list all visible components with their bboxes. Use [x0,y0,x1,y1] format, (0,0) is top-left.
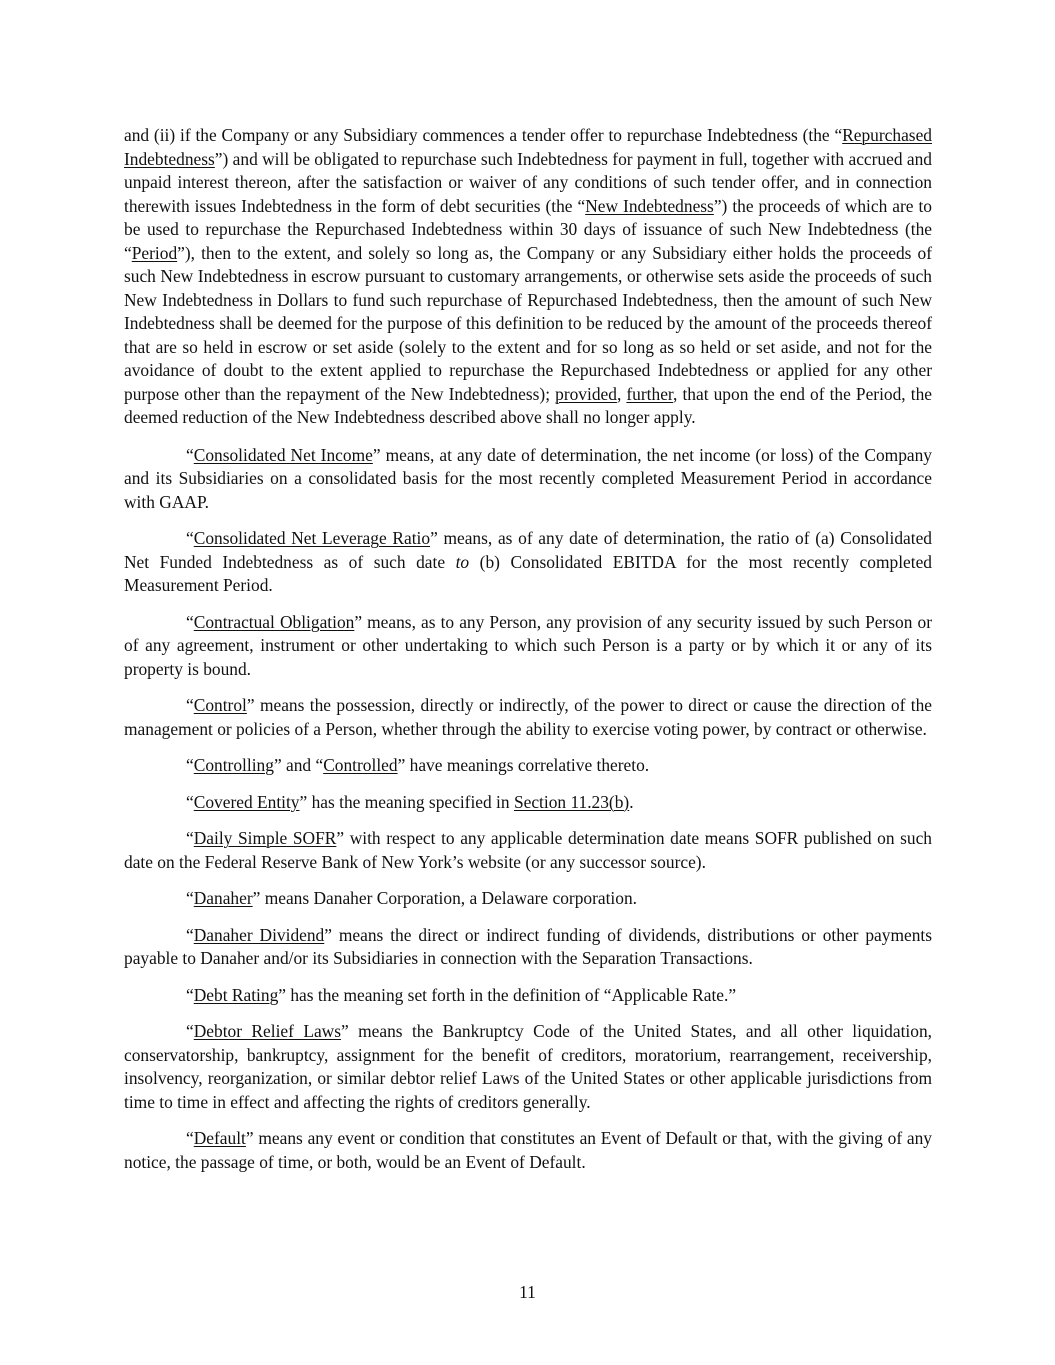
definition-debtor-relief-laws [124,1020,932,1114]
definition-text: ” means any event or condition that constitutes an Event of Default or that, with the giving of any notice, the passage of time, or both, would be an Event of Default. [124,1128,932,1172]
definition-default [124,1127,932,1174]
page-number: 11 [519,1282,536,1302]
intro-text-2: ”) and will be obligated to repurchase such Indebtedness for payment in full, together with accrued and unpaid interest thereon, after the satisfaction or waiver of any conditions of such tender offer, and in connection therewith issues Indebtedness in the form of debt securities (the “ [124,148,932,216]
defined-term: Danaher Dividend [193,924,325,945]
defined-term: Controlled [323,755,398,775]
term-repurchased-indebtedness: Repurchased Indebtedness [124,125,932,169]
open-quote: “ [186,755,194,775]
definition-text: ” means the possession, directly or indirectly, of the power to direct or cause the direction of the management or policies of a Person, whether through the ability to exercise voting power, by contract or otherwise. [124,695,932,739]
intro-text-3: ”) the proceeds of which are to be used to repurchase the Repurchased Indebtedness within 30 days of issuance of such New Indebtedness (the “ [124,195,932,263]
defined-term: Controlling [193,755,274,775]
open-quote: “ [186,444,194,465]
definition-text: ” means the direct or indirect funding of dividends, distributions or other payments payable to Danaher and/or its Subsidiaries in connection with the Separation Transactions. [124,924,933,968]
definition-text: (b) Consolidated EBITDA for the most recently completed Measurement Period. [124,551,932,595]
defined-term: Daily Simple SOFR [193,828,337,848]
open-quote: “ [186,611,194,632]
defined-term: Debtor Relief Laws [193,1021,341,1041]
definition-danaher-dividend [124,924,932,971]
intro-text-6: , that upon the end of the Period, the deemed reduction of the New Indebtedness described above shall no longer apply. [124,383,932,427]
definition-text: ” means Danaher Corporation, a Delaware corporation. [252,888,638,908]
definition-control [124,694,932,741]
definition-covered-entity [124,791,932,815]
italic-word: to [455,551,470,572]
definition-daily-simple-sofr [124,827,932,874]
definition-text: ” means, at any date of determination, the net income (or loss) of the Company and its Subsidiaries on a consolidated basis for the most recently completed Measurement Period in accordance with GAAP. [124,444,932,512]
intro-text-1: and (ii) if the Company or any Subsidiary commences a tender offer to repurchase Indebtedness (the “ [124,125,843,145]
definition-text: ” has the meaning set forth in the definition of “Applicable Rate.” [278,984,737,1005]
document-body [124,124,932,1187]
defined-term: Debt Rating [193,984,279,1005]
definition-text: . [629,791,634,812]
term-further: further [626,383,674,404]
definition-text: ” means, as to any Person, any provision of any security issued by such Person or of any agreement, instrument or other undertaking to which such Person is a party or by which it or any of its property is bound. [124,611,932,679]
open-quote: “ [186,791,194,812]
defined-term: Consolidated Net Leverage Ratio [193,528,431,548]
section-reference: Section 11.23(b) [513,791,630,812]
definition-consolidated-net-leverage-ratio [124,527,932,598]
definition-text: ” means the Bankruptcy Code of the United States, and all other liquidation, conservatorship, bankruptcy, assignment for the benefit of creditors, moratorium, rearrangement, receivership, insolvency, reorganization, or similar debtor relief Laws of the United States or other applicable jurisdictions from time to time in effect and affecting the rights of creditors generally. [124,1021,932,1112]
open-quote: “ [186,984,194,1005]
definition-controlling [124,754,932,778]
open-quote: “ [186,1021,194,1041]
definition-text: ” and “ [273,755,324,775]
defined-term: Danaher [193,888,253,908]
term-period: Period [131,242,178,263]
definition-text: ” means, as of any date of determination, the ratio of (a) Consolidated Net Funded Indebtedness as of such date [124,528,932,572]
defined-term: Control [193,695,247,715]
definition-consolidated-net-income [124,444,932,515]
definition-text: ” have meanings correlative thereto. [397,755,650,775]
defined-term: Covered Entity [193,791,300,812]
defined-term: Contractual Obligation [193,611,355,632]
intro-paragraph [124,124,932,430]
open-quote: “ [186,528,194,548]
term-new-indebtedness: New Indebtedness [585,195,714,216]
open-quote: “ [186,888,194,908]
open-quote: “ [186,828,194,848]
open-quote: “ [186,924,194,945]
definition-danaher [124,887,932,911]
definition-debt-rating [124,984,932,1008]
definition-contractual-obligation [124,611,932,682]
defined-term: Default [193,1128,246,1148]
definition-text: ” with respect to any applicable determination date means SOFR published on such date on the Federal Reserve Bank of New York’s website (or any successor source). [124,828,932,872]
definition-text: ” has the meaning specified in [299,791,514,812]
intro-text-5: , [616,383,627,404]
open-quote: “ [186,695,194,715]
defined-term: Consolidated Net Income [193,444,373,465]
term-provided: provided [555,383,617,404]
intro-text-4: ”), then to the extent, and solely so long as, the Company or any Subsidiary either holds the proceeds of such New Indebtedness in escrow pursuant to customary arrangements, or otherwise sets aside the proceeds of such New Indebtedness in Dollars to fund such repurchase of Repurchased Indebtedness, then the amount of such New Indebtedness shall be deemed for the purpose of this definition to be reduced by the amount of the proceeds thereof that are so held in escrow or set aside (solely to the extent and for so long as so held or set aside, and not for the avoidance of doubt to the extent applied to repurchase the Repurchased Indebtedness or applied for any other purpose other than the repayment of the New Indebtedness); [124,242,932,404]
open-quote: “ [186,1128,194,1148]
